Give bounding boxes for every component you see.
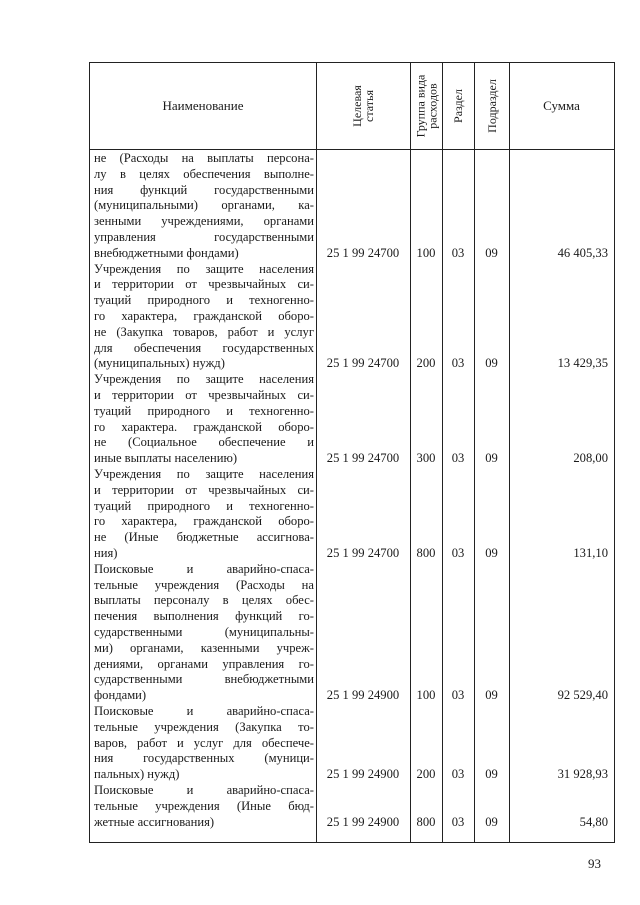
row-name-line: фондами) [94, 688, 147, 703]
row-name-line: (муниципальных) нужд) [94, 356, 225, 371]
row-code: 25 1 99 24700 [326, 245, 400, 260]
row-name-line: сударственными (муниципальны- [94, 624, 314, 639]
row-group: 100 [416, 688, 436, 703]
table-row [90, 704, 614, 783]
row-sum: 46 405,33 [557, 245, 608, 260]
row-name-line: управления государственными [94, 229, 314, 244]
row-code: 25 1 99 24900 [326, 814, 400, 829]
row-group: 200 [416, 356, 436, 371]
table-row [90, 562, 614, 704]
row-name-line: Учреждения по защите населения [94, 372, 314, 387]
row-name [94, 372, 314, 467]
row-code: 25 1 99 24700 [326, 451, 400, 466]
header-razdel-label: Раздел [451, 89, 466, 123]
row-name-line: (муниципальными) органами, ка- [94, 198, 314, 213]
row-name [94, 704, 314, 783]
row-name-line: го характера, гражданской оборо- [94, 308, 314, 323]
row-podrazdel: 09 [485, 688, 498, 703]
row-razdel: 03 [451, 245, 465, 260]
row-code: 25 1 99 24700 [326, 546, 400, 560]
row-razdel: 03 [451, 814, 465, 829]
header-name [90, 63, 316, 149]
header-group-label [414, 75, 438, 138]
row-group: 200 [416, 767, 436, 782]
row-razdel: 03 [451, 688, 465, 703]
row-name-line: Учреждения по защите населения [94, 467, 314, 481]
header-sum-label: Сумма [543, 98, 580, 113]
row-name-line: внебюджетными фондами) [94, 245, 239, 260]
row-sum: 131,10 [573, 546, 608, 560]
row-group: 800 [416, 546, 436, 560]
row-code: 25 1 99 24900 [326, 767, 400, 782]
row-name-line: печения выполнения функций го- [94, 609, 314, 624]
row-name [94, 783, 314, 830]
row-name [94, 562, 314, 704]
header-podrazdel-label: Подраздел [484, 79, 499, 133]
row-name-line: го характера, гражданской оборо- [94, 514, 314, 529]
row-name-line: не (Социальное обеспечение и [94, 435, 314, 450]
row-name-line: тельные учреждения (Закупка то- [94, 719, 314, 734]
row-name-line: Поисковые и аварийно-спаса- [94, 704, 314, 718]
row-name-line: иные выплаты населению) [94, 451, 238, 466]
row-code: 25 1 99 24700 [326, 356, 400, 371]
row-name-line: жетные ассигнования) [94, 814, 215, 829]
row-name-line: Поисковые и аварийно-спаса- [94, 561, 314, 576]
row-name-line: тельные учреждения (Иные бюд- [94, 798, 314, 813]
row-podrazdel: 09 [485, 245, 498, 260]
page-number: 93 [588, 856, 601, 871]
header-code [316, 63, 410, 149]
header-sum [509, 63, 614, 149]
row-name-line: ния функций государственными [94, 182, 314, 197]
row-podrazdel: 09 [485, 814, 498, 829]
row-name-line: сударственными внебюджетными [94, 672, 314, 687]
row-name-line: тельные учреждения (Расходы на [94, 577, 314, 592]
row-podrazdel: 09 [485, 767, 498, 782]
row-razdel: 03 [451, 546, 465, 560]
row-name-line: не (Закупка товаров, работ и услуг [94, 324, 314, 339]
row-name-line: зенными учреждениями, органами [94, 214, 314, 229]
row-name-line: дениями, органами управления го- [94, 656, 314, 671]
row-podrazdel: 09 [485, 356, 498, 371]
row-name-line: туаций природного и техногенно- [94, 498, 314, 513]
header-name-label: Наименование [162, 98, 244, 113]
row-name-line: не (Иные бюджетные ассигнова- [94, 530, 314, 545]
header-group [410, 63, 442, 149]
row-sum: 54,80 [579, 814, 608, 829]
budget-table [89, 62, 615, 843]
row-sum: 208,00 [573, 451, 608, 466]
row-podrazdel: 09 [485, 451, 498, 466]
row-name-line: и территории от чрезвычайных си- [94, 387, 314, 402]
row-group: 100 [416, 245, 436, 260]
table-row [90, 783, 614, 830]
row-name [94, 151, 314, 262]
header-code-line1: Целевая [349, 85, 364, 127]
row-sum: 92 529,40 [557, 688, 608, 703]
header-group-line2: расходов [425, 83, 439, 129]
row-name-line: для обеспечения государственных [94, 340, 314, 355]
row-name-line: и территории от чрезвычайных си- [94, 277, 314, 292]
row-name-line: ния государственных (муници- [94, 751, 314, 766]
row-sum: 13 429,35 [557, 356, 608, 371]
row-code: 25 1 99 24900 [326, 688, 400, 703]
row-name-line: ния) [94, 545, 118, 560]
header-razdel [442, 63, 474, 149]
row-name [94, 262, 314, 373]
header-code-line2: статья [361, 90, 376, 122]
table-row [90, 372, 614, 467]
row-name-line: Учреждения по защите населения [94, 261, 314, 276]
header-podrazdel [474, 63, 509, 149]
row-name [94, 467, 314, 562]
row-razdel: 03 [451, 451, 465, 466]
row-name-line: выплаты персоналу в целях обес- [94, 593, 314, 608]
row-name-line: Поисковые и аварийно-спаса- [94, 783, 314, 797]
row-razdel: 03 [451, 767, 465, 782]
row-name-line: го характера. гражданской оборо- [94, 419, 314, 434]
row-name-line: туаций природного и техногенно- [94, 403, 314, 418]
row-group: 300 [416, 451, 436, 466]
row-sum: 31 928,93 [557, 767, 608, 782]
table-row [90, 262, 614, 373]
row-name-line: и территории от чрезвычайных си- [94, 482, 314, 497]
table-row [90, 151, 614, 262]
row-razdel: 03 [451, 356, 465, 371]
row-name-line: туаций природного и техногенно- [94, 293, 314, 308]
header-code-label [351, 85, 375, 127]
table-row [90, 467, 614, 562]
header-group-line1: Группа вида [413, 74, 427, 138]
row-podrazdel: 09 [485, 546, 498, 560]
row-name-line: пальных) нужд) [94, 767, 180, 782]
row-name-line: варов, работ и услуг для обеспече- [94, 735, 314, 750]
row-name-line: не (Расходы на выплаты персона- [94, 151, 314, 165]
row-group: 800 [416, 814, 436, 829]
row-name-line: ми) органами, казенными учреж- [94, 640, 314, 655]
row-name-line: лу в целях обеспечения выполне- [94, 166, 314, 181]
header-separator [90, 149, 614, 150]
